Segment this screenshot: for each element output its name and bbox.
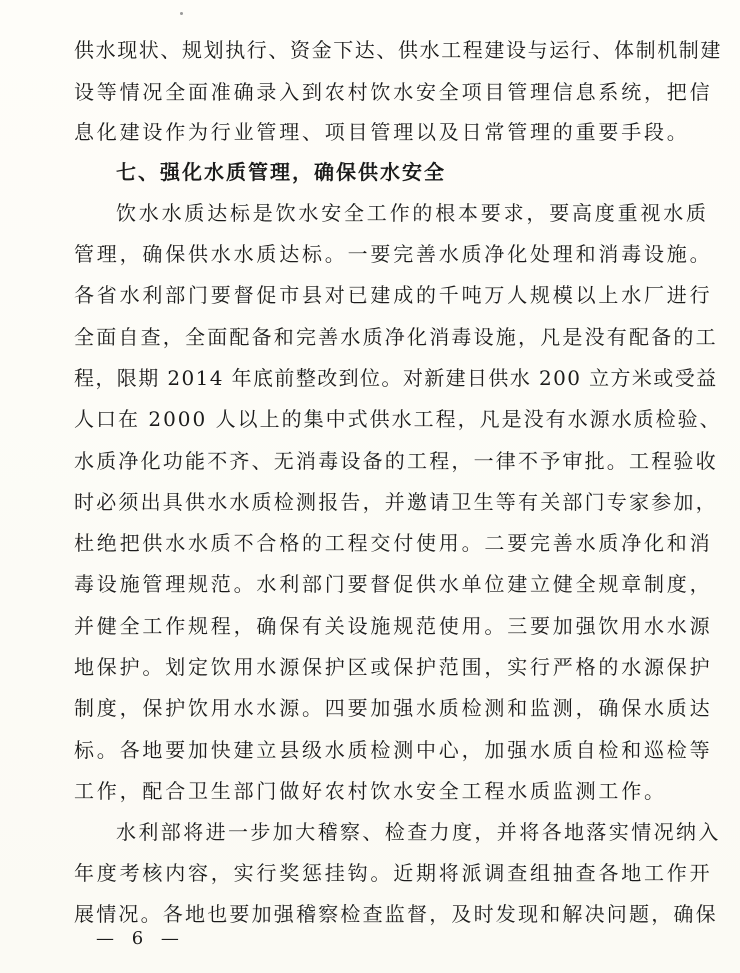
page-number: — 6 — <box>96 928 185 949</box>
body-line-9: 程，限期 2014 年底前整改到位。对新建日供水 200 立方米或受益 <box>74 366 718 390</box>
body-line-12: 时必须出具供水水质检测报告，并邀请卫生等有关部门专家参加， <box>74 490 718 514</box>
paragraph-start-1: 饮水水质达标是饮水安全工作的根本要求，要高度重视水质 <box>116 201 709 225</box>
body-line-13: 杜绝把供水水质不合格的工程交付使用。二要完善水质净化和消 <box>74 531 713 555</box>
body-line-14: 毒设施管理规范。水利部门要督促供水单位建立健全规章制度， <box>74 572 713 596</box>
body-line-10: 人口在 2000 人以上的集中式供水工程，凡是没有水源水质检验、 <box>74 407 722 431</box>
paragraph-start-2: 水利部将进一步加大稽察、检查力度，并将各地落实情况纳入 <box>116 820 721 844</box>
body-line-15: 并健全工作规程，确保有关设施规范使用。三要加强饮用水水源 <box>74 614 713 638</box>
body-line-3: 息化建设作为行业管理、项目管理以及日常管理的重要手段。 <box>74 120 690 144</box>
body-line-19: 工作，配合卫生部门做好农村饮水安全工程水质监测工作。 <box>74 779 667 803</box>
body-line-6: 管理，确保供水水质达标。一要完善水质净化处理和消毒设施。 <box>74 242 713 266</box>
body-line-2: 设等情况全面准确录入到农村饮水安全项目管理信息系统，把信 <box>74 80 713 104</box>
body-line-1: 供水现状、规划执行、资金下达、供水工程建设与运行、体制机制建 <box>74 38 722 62</box>
body-line-21: 年度考核内容，实行奖惩挂钩。近期将派调查组抽查各地工作开 <box>74 861 713 885</box>
body-line-7: 各省水利部门要督促市县对已建成的千吨万人规模以上水厂进行 <box>74 283 713 307</box>
section-heading: 七、强化水质管理，确保供水安全 <box>116 160 446 184</box>
body-line-8: 全面自查，全面配备和完善水质净化消毒设施，凡是没有配备的工 <box>74 325 718 349</box>
body-line-18: 标。各地要加快建立县级水质检测中心，加强水质自检和巡检等 <box>74 738 713 762</box>
body-line-11: 水质净化功能不齐、无消毒设备的工程，一律不予审批。工程验收 <box>74 449 718 473</box>
scan-speck <box>180 12 183 15</box>
body-line-22: 展情况。各地也要加强稽察检查监督，及时发现和解决问题，确保 <box>74 902 718 926</box>
body-line-16: 地保护。划定饮用水源保护区或保护范围，实行严格的水源保护 <box>74 655 713 679</box>
body-line-17: 制度，保护饮用水水源。四要加强水质检测和监测，确保水质达 <box>74 696 713 720</box>
